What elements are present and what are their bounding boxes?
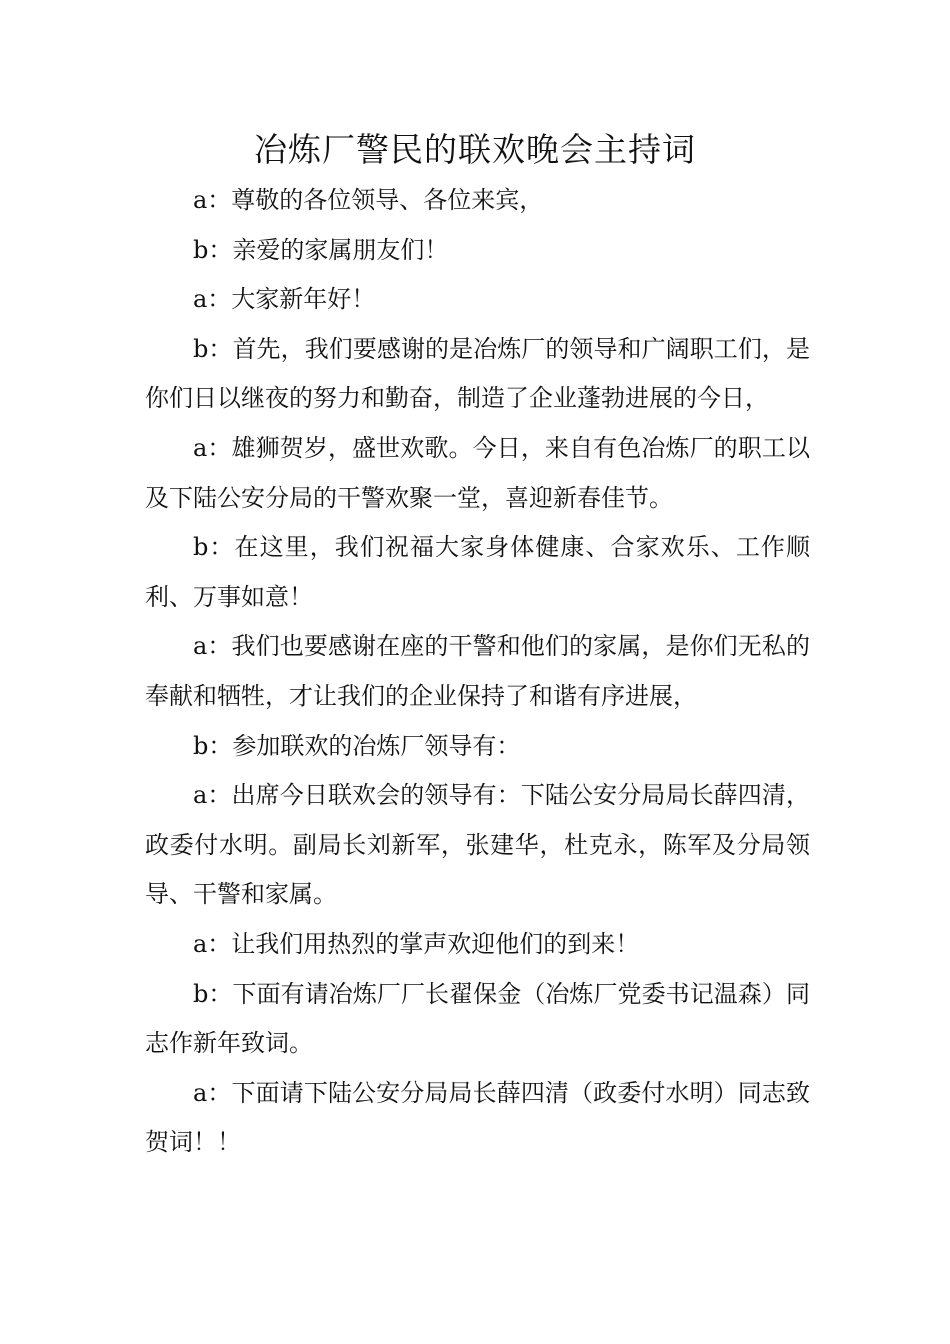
document-body (145, 176, 810, 1168)
paragraph: b：在这里，我们祝福大家身体健康、合家欢乐、工作顺利、万事如意！ (145, 533, 810, 611)
document-title: 冶炼厂警民的联欢晚会主持词 (254, 130, 696, 169)
paragraph: b：首先，我们要感谢的是冶炼厂的领导和广阔职工们，是你们日以继夜的努力和勤奋，制造了企业蓬勃进展的今日， (145, 334, 810, 413)
paragraph: b：参加联欢的冶炼厂领导有： (193, 731, 521, 760)
paragraph: a：下面请下陆公安分局局长薛四清（政委付水明）同志致贺词！！ (145, 1078, 810, 1157)
paragraph: a：大家新年好！ (193, 285, 376, 314)
paragraph: b：下面有请冶炼厂厂长翟保金（冶炼厂党委书记温森）同志作新年致词。 (145, 979, 810, 1058)
paragraph: a：让我们用热烈的掌声欢迎他们的到来！ (193, 929, 640, 958)
paragraph: a：尊敬的各位领导、各位来宾， (193, 186, 544, 214)
paragraph: a：雄狮贺岁，盛世欢歌。今日，来自有色冶炼厂的职工以及下陆公安分局的干警欢聚一堂，喜迎新春佳节。 (145, 433, 810, 512)
paragraph: b：亲爱的家属朋友们！ (193, 235, 449, 264)
paragraph: a：我们也要感谢在座的干警和他们的家属，是你们无私的奉献和牺牲，才让我们的企业保持了和谐有序进展， (145, 632, 810, 710)
paragraph: a：出席今日联欢会的领导有：下陆公安分局局长薛四清，政委付水明。副局长刘新军，张建华，杜克永，陈军及分局领导、干警和家属。 (145, 781, 810, 909)
